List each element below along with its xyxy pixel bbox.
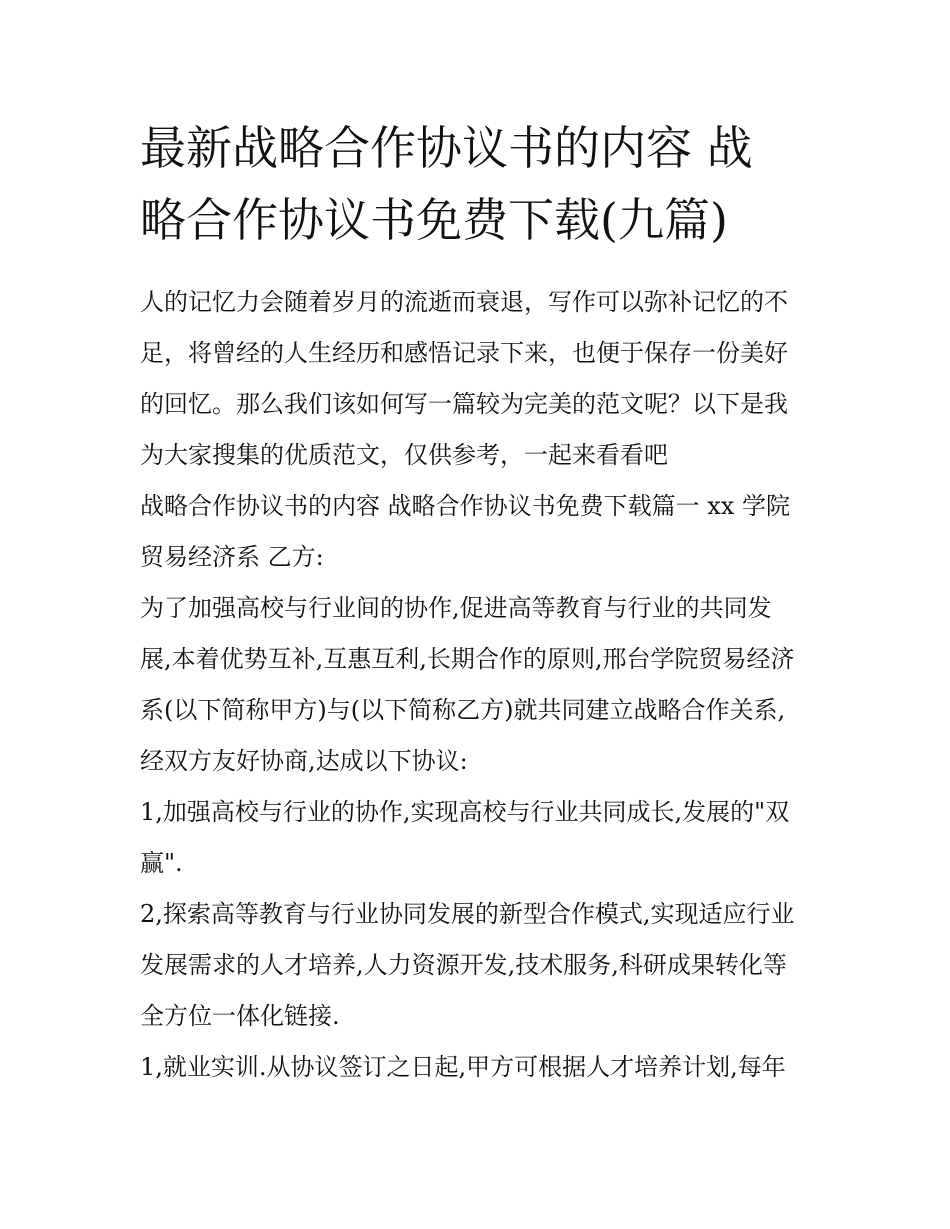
purpose-paragraph [140,583,820,787]
section-line: 贸易经济系 乙方: [140,543,324,571]
item-2-line: 全方位一体化链接. [140,1002,340,1030]
section-line: 战略合作协议书的内容 战略合作协议书免费下载篇一 xx 学院 [140,492,790,520]
purpose-line: 为了加强高校与行业间的协作,促进高等教育与行业的共同发 [140,594,772,622]
item-2-line: 发展需求的人才培养,人力资源开发,技术服务,科研成果转化等 [140,951,787,979]
item-1-line: 赢". [140,849,183,877]
purpose-line: 系(以下简称甲方)与(以下简称乙方)就共同建立战略合作关系, [140,696,786,724]
document-body [140,277,820,1093]
intro-line: 的回忆。那么我们该如何写一篇较为完美的范文呢？以下是我 [140,390,788,418]
intro-line: 足，将曾经的人生经历和感悟记录下来，也便于保存一份美好 [140,339,788,367]
title-line-1: 最新战略合作协议书的内容 战 [140,121,753,175]
item-1-line: 1,加强高校与行业的协作,实现高校与行业共同成长,发展的"双 [140,798,790,826]
item-2-paragraph [140,889,820,1042]
item-3-line: 1,就业实训.从协议签订之日起,甲方可根据人才培养计划,每年 [140,1053,786,1081]
purpose-line: 经双方友好协商,达成以下协议: [140,747,468,775]
intro-paragraph [140,277,820,481]
purpose-line: 展,本着优势互补,互惠互利,长期合作的原则,邢台学院贸易经济 [140,645,795,673]
item-3-paragraph [140,1042,820,1093]
title-line-2: 略合作协议书免费下载(九篇) [140,193,728,247]
item-2-line: 2,探索高等教育与行业协同发展的新型合作模式,实现适应行业 [140,900,795,928]
item-1-paragraph [140,787,820,889]
intro-line: 为大家搜集的优质范文，仅供参考，一起来看看吧 [140,441,668,469]
intro-line: 人的记忆力会随着岁月的流逝而衰退，写作可以弥补记忆的不 [140,288,788,316]
document-title [140,112,820,256]
section-heading-paragraph [140,481,820,583]
